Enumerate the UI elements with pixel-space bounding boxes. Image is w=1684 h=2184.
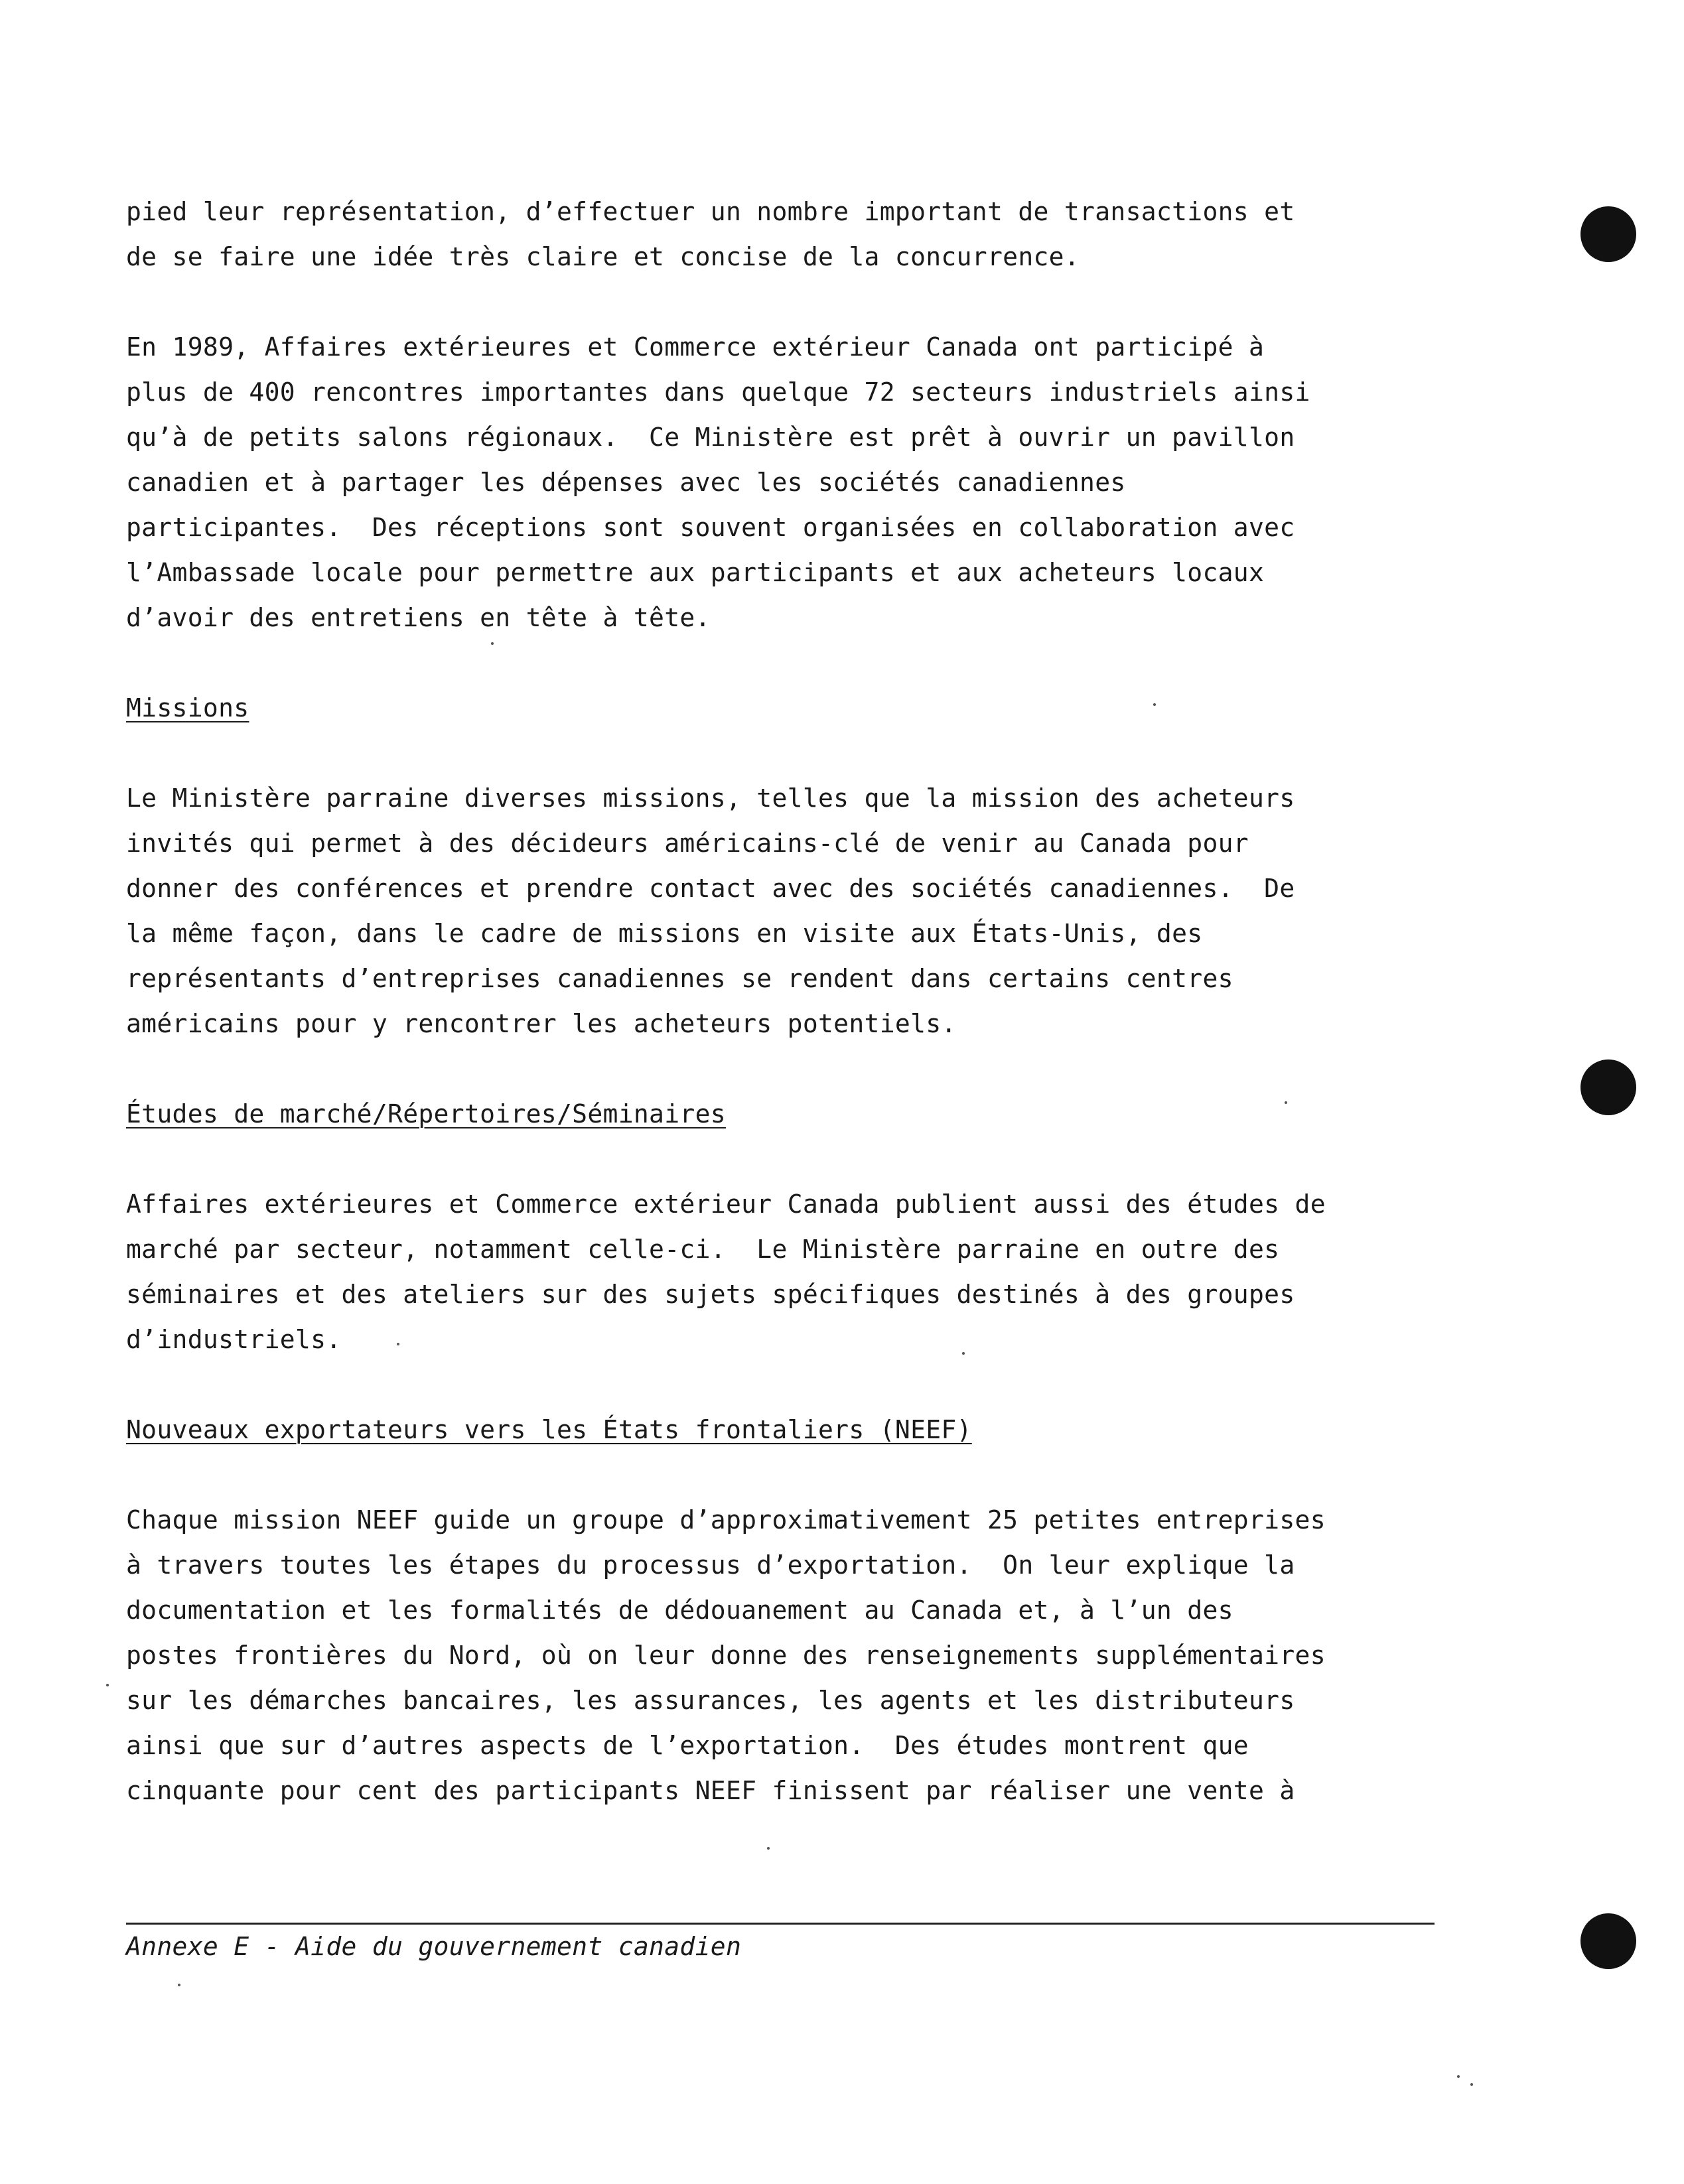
text-line: plus de 400 rencontres importantes dans quelque 72 secteurs industriels ainsi: [126, 377, 1310, 407]
section-heading-missions: Missions: [126, 693, 249, 722]
paragraph-etudes: [126, 1182, 1440, 1362]
text-line: Le Ministère parraine diverses missions, telles que la mission des acheteurs: [126, 784, 1295, 813]
text-line: d’industriels.: [126, 1325, 342, 1354]
text-line: cinquante pour cent des participants NEEF finissent par réaliser une vente à: [126, 1776, 1295, 1805]
text-line: documentation et les formalités de dédouanement au Canada et, à l’un des: [126, 1596, 1233, 1625]
paragraph-neef: [126, 1497, 1440, 1813]
scan-speck: [491, 642, 494, 645]
text-line: pied leur représentation, d’effectuer un nombre important de transactions et: [126, 197, 1295, 226]
text-line: sur les démarches bancaires, les assurances, les agents et les distributeurs: [126, 1686, 1295, 1715]
text-line: qu’à de petits salons régionaux. Ce Ministère est prêt à ouvrir un pavillon: [126, 423, 1295, 452]
punch-hole-icon: [1580, 1059, 1636, 1115]
text-line: En 1989, Affaires extérieures et Commerce extérieur Canada ont participé à: [126, 332, 1265, 362]
text-line: donner des conférences et prendre contact avec des sociétés canadiennes. De: [126, 874, 1295, 903]
scan-speck: [397, 1343, 399, 1345]
text-line: postes frontières du Nord, où on leur donne des renseignements supplémentaires: [126, 1641, 1326, 1670]
text-line: marché par secteur, notamment celle-ci. Le Ministère parraine en outre des: [126, 1235, 1280, 1264]
text-line: à travers toutes les étapes du processus d’exportation. On leur explique la: [126, 1550, 1295, 1580]
text-line: représentants d’entreprises canadiennes se rendent dans certains centres: [126, 964, 1233, 993]
text-line: l’Ambassade locale pour permettre aux participants et aux acheteurs locaux: [126, 558, 1265, 587]
scan-speck: [1285, 1101, 1287, 1104]
scan-speck: [1470, 2083, 1473, 2086]
scan-speck: [178, 1984, 180, 1986]
section-heading-neef: Nouveaux exportateurs vers les États frontaliers (NEEF): [126, 1415, 972, 1444]
text-line: de se faire une idée très claire et concise de la concurrence.: [126, 242, 1080, 271]
scan-speck: [1457, 2075, 1460, 2078]
paragraph-1989-participation: [126, 324, 1440, 640]
footer-caption: Annexe E - Aide du gouvernement canadien: [126, 1932, 742, 1961]
text-line: canadien et à partager les dépenses avec les sociétés canadiennes: [126, 468, 1126, 497]
footer-rule: [126, 1923, 1435, 1925]
text-line: d’avoir des entretiens en tête à tête.: [126, 603, 711, 632]
text-line: la même façon, dans le cadre de missions en visite aux États-Unis, des: [126, 919, 1203, 948]
text-line: américains pour y rencontrer les acheteurs potentiels.: [126, 1009, 957, 1038]
text-line: invités qui permet à des décideurs américains-clé de venir au Canada pour: [126, 829, 1249, 858]
text-line: participantes. Des réceptions sont souvent organisées en collaboration avec: [126, 513, 1295, 542]
paragraph-missions: [126, 776, 1440, 1046]
text-line: Chaque mission NEEF guide un groupe d’approximativement 25 petites entreprises: [126, 1505, 1326, 1535]
scan-speck: [106, 1684, 109, 1686]
text-line: Affaires extérieures et Commerce extérieur Canada publient aussi des études de: [126, 1190, 1326, 1219]
document-body: [126, 189, 1440, 1813]
scan-speck: [1153, 703, 1156, 706]
scan-speck: [767, 1847, 770, 1850]
punch-hole-icon: [1580, 206, 1636, 262]
text-line: séminaires et des ateliers sur des sujets spécifiques destinés à des groupes: [126, 1280, 1295, 1309]
scan-speck: [962, 1352, 965, 1355]
paragraph-continuation: [126, 189, 1440, 279]
section-heading-etudes: Études de marché/Répertoires/Séminaires: [126, 1099, 726, 1128]
punch-hole-icon: [1580, 1913, 1636, 1969]
text-line: ainsi que sur d’autres aspects de l’exportation. Des études montrent que: [126, 1731, 1249, 1760]
